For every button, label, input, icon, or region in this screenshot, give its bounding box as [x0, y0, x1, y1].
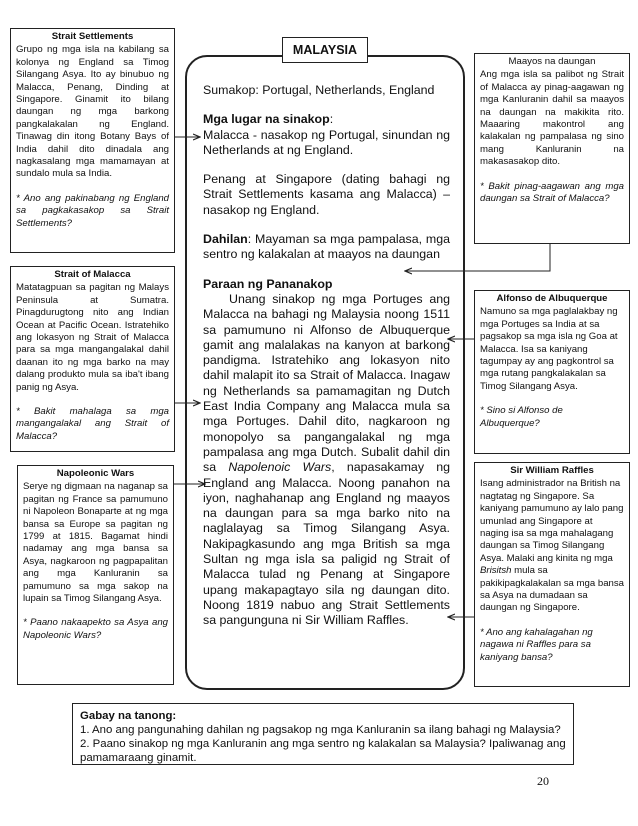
box-text	[480, 478, 624, 614]
page-number: 20	[537, 774, 549, 788]
box-title: Sir William Raffles	[510, 465, 594, 476]
box-question: * Ano ang pakinabang ng England sa pagkakasakop sa Strait Settlements?	[16, 192, 169, 229]
box-title: Strait Settlements	[51, 31, 134, 42]
dahilan-text: : Mayaman sa mga pampalasa, mga sentro ng kalakalan at maayos na daungan	[203, 232, 450, 262]
strait-of-malacca-box	[10, 266, 175, 452]
albuquerque-box	[474, 290, 630, 454]
lugar-section: Mga lugar na sinakop: Malacca - nasakop ng Portugal, sinundan ng Netherlands at ng England.	[203, 112, 450, 157]
malaysia-title: MALAYSIA	[282, 37, 368, 63]
maayos-na-daungan-box	[474, 53, 630, 244]
lugar-text-2-para	[203, 172, 450, 218]
raffles-box	[474, 462, 630, 687]
box-title: Alfonso de Albuquerque	[496, 293, 608, 304]
box-text: Ang mga isla sa palibot ng Strait of Malacca ay pinag-aagawan ng mga Kanluranin dahil sa maayos na daungan na makikita rito. Maaaring makontrol ang kalakalan ng pampalasa ng sino mang Kanluranin na makasasakop dito.	[480, 69, 624, 168]
lugar-text-2: Penang at Singapore (dating bahagi ng Strait Settlements kasama ang Malacca) – nasakop ng England.	[203, 172, 450, 217]
guide-question-1: 1. Ano ang pangunahing dahilan ng pagsakop ng mga Kanluranin sa ilang bahagi ng Malaysia?	[80, 724, 561, 736]
malaysia-main-panel	[185, 55, 465, 690]
sumakop-label: Sumakop	[203, 83, 256, 97]
box-title: Maayos na daungan	[508, 56, 596, 67]
guide-title: Gabay na tanong:	[80, 710, 177, 722]
box-question: * Bakit mahalaga sa mga mangangalakal ang Strait of Malacca?	[16, 406, 169, 442]
box-text: Matatagpuan sa pagitan ng Malays Peninsula at Sumatra. Pinagdurugtong nito ang Indian Ocean at Pacific Ocean. Istratehiko ang lokasyon ng Strait of Malacca para sa mga mangangalakal dahil daanan ito ng mga barko na may dalang produkto mula sa iba't ibang panig ng Asya.	[16, 282, 169, 393]
guide-questions-box	[72, 703, 574, 765]
sumakop-line	[203, 83, 450, 98]
sumakop-text: : Portugal, Netherlands, England	[255, 83, 435, 97]
paraan-text	[203, 292, 450, 629]
box-text-italic: Brisitsh	[480, 565, 512, 577]
dahilan-line	[203, 232, 450, 263]
paraan-label: Paraan ng Pananakop	[203, 276, 333, 291]
lugar-text-1: Malacca - nasakop ng Portugal, sinundan ng Netherlands at ng England.	[203, 127, 450, 157]
strait-settlements-box	[10, 28, 175, 253]
paraan-text-1: Unang sinakop ng mga Portuges ang Malacca na bahagi ng Malaysia noong 1511 sa pamumuno ni Alfonso de Albuquerque gamit ang malalakas na kanyon at barkong pandigma. Istratehiko ang lokasyon nito dahil malapit ito sa Strait of Malacca. Inagaw ng Netherlands sa pamamagitan ng Dutch East India Company ang Malacca mula sa mga Portuges. Dahil dito, nagkaroon ng monopolyo sa pangangalakal ng mga pampalasa ang mga Dutch. Subalit dahil din sa	[203, 291, 450, 475]
paraan-text-2: , napasakamay ng England ang Malacca. Noong panahon na iyon, naghahanap ang England ng maayos na daungan para sa mga barko nito na naglalayag sa Timog Silangang Asya. Nakipagkasundo ang mga British sa mga Sultan ng mga isla sa paligid ng Strait of Malacca tulad ng Penang at Singapore upang makapagtayo sila ng daungan dito. Noong 1819 nabuo ang Strait Settlements sa pangunguna ni Sir William Raffles.	[203, 460, 451, 628]
box-question: * Ano ang kahalagahan ng nagawa ni Raffles para sa kaniyang bansa?	[480, 626, 593, 663]
box-question: * Sino si Alfonso de Albuquerque?	[480, 405, 563, 429]
box-text-before: Isang administrador na British na nagtatag ng Singapore. Sa kaniyang pamumuno ay lalo pang umunlad ang Singapore at naging isa sa mga mahalagang daungan sa Timog Silangang Asya. Malaki ang kinita ng mga	[480, 478, 624, 564]
paraan-italic: Napolenoic Wars	[228, 460, 332, 475]
dahilan-label: Dahilan	[203, 232, 248, 247]
box-question: * Paano nakaapekto sa Asya ang Napoleonic Wars?	[23, 617, 168, 641]
napoleonic-wars-box	[17, 465, 174, 685]
box-text-after: mula sa pakikipagkalakalan sa mga bansa sa Asya na dumadaan sa daungan ng Singapore.	[480, 565, 624, 614]
lugar-label: Mga lugar na sinakop	[203, 112, 330, 127]
box-title: Napoleonic Wars	[56, 468, 135, 479]
box-text: Serye ng digmaan na naganap sa pagitan ng France sa pamumuno ni Napoleon Bonaparte at ng mga bansa sa Europe sa pagitan ng 1799 at 1815. Bagamat hindi nadamay ang mga bansa sa Asya, nagkaroon ng pagpapalitan ang mga Kanluranin sa pamumuno sa mga sakop na lupain sa Timog Silangang Asya.	[23, 481, 168, 605]
box-title: Strait of Malacca	[54, 269, 131, 280]
box-question: * Bakit pinag-aagawan ang mga daungan sa Strait of Malacca?	[480, 180, 624, 205]
guide-question-2: 2. Paano sinakop ng mga Kanluranin ang mga sentro ng kalakalan sa Malaysia? Ipaliwanag ang pamamaraang ginamit.	[80, 738, 566, 764]
box-text: Namuno sa mga paglalakbay ng mga Portuges sa India at sa pagsakop sa mga isla ng Goa at Malacca. Isa sa kaniyang tagumpay ay ang pagkontrol sa mga rutang pangkalakalan sa Timog Silangang Asya.	[480, 306, 618, 392]
box-text: Grupo ng mga isla na kabilang sa kolonya ng England sa Timog Silangang Asya. Ito ay binubuo ng Malacca, Penang, Dinding at Singapore. Ginamit ito bilang daungan ng mga barkong pangkalakalan ng England. Tinawag din itong Botany Bays of India dahil dito dinadala ang nagkasalang mga mamamayan at sundalo mula sa India.	[16, 44, 169, 180]
